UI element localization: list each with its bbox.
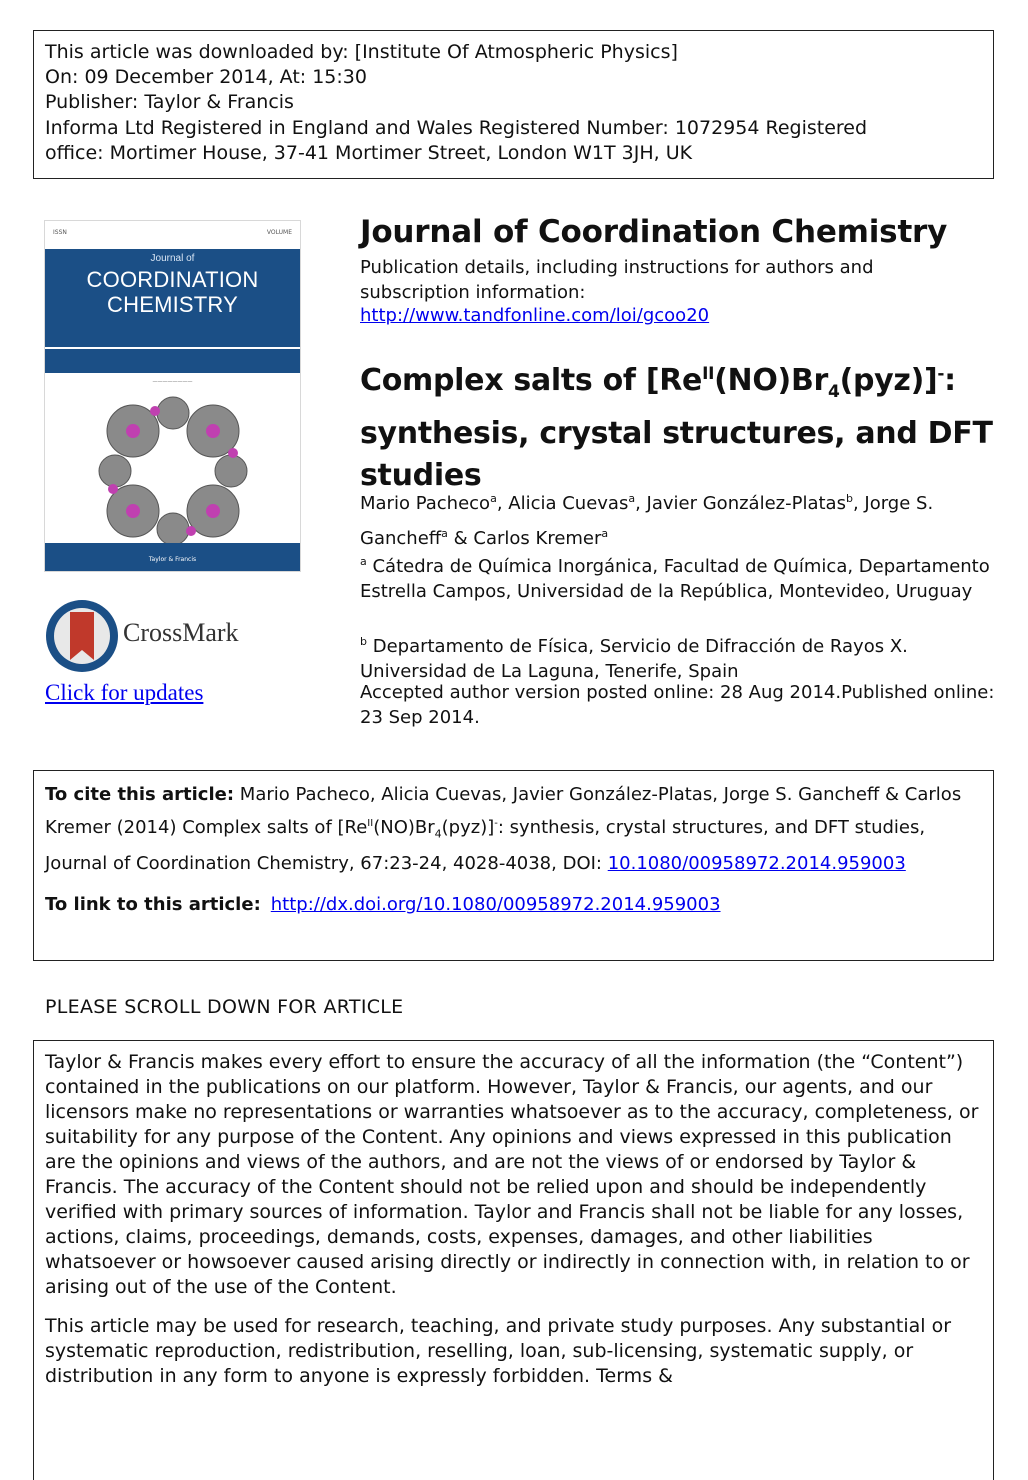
crystal-structure-graphic bbox=[45, 221, 301, 572]
article-title: Complex salts of $[Re^{II}(NO)Br_4(pyz)]^-$: synthesis, crystal structures, and DFT studies bbox=[360, 363, 993, 493]
cover-top-info: ISSN VOLUME bbox=[53, 229, 292, 236]
author-name: Carlos Kremer bbox=[473, 528, 602, 549]
author-name: Alicia Cuevas bbox=[508, 493, 629, 514]
cite-label: To cite this article: bbox=[45, 784, 235, 805]
doi-link[interactable]: 10.1080/00958972.2014.959003 bbox=[607, 852, 906, 874]
crossmark-icon bbox=[44, 598, 120, 674]
download-info-box bbox=[33, 30, 994, 179]
disclaimer-paragraph-2: This article may be used for research, teaching, and private study purposes. Any substantial or systematic reproduction, redistribution, reselling, loan, sub-licensing, systematic supply, or distribution in any form to anyone is expressly forbidden. Terms & bbox=[45, 1315, 952, 1387]
scroll-down-notice: PLEASE SCROLL DOWN FOR ARTICLE bbox=[45, 996, 404, 1018]
publication-dates: Accepted author version posted online: 28 Aug 2014.Published online: 23 Sep 2014. bbox=[360, 682, 995, 728]
author-separator: , bbox=[852, 493, 865, 514]
download-line-2: On: 09 December 2014, At: 15:30 bbox=[45, 66, 367, 89]
author-affiliation-mark: a bbox=[490, 492, 497, 505]
author-name: Javier González-Platas bbox=[646, 493, 846, 514]
download-line-4: Informa Ltd Registered in England and Wales Registered Number: 1072954 Registered bbox=[45, 116, 868, 139]
author-affiliation-mark: a bbox=[601, 527, 609, 540]
author-separator: & bbox=[447, 528, 474, 549]
author-name: Jorge S. Gancheff bbox=[360, 493, 934, 549]
download-line-1: This article was downloaded by: [Institute Of Atmospheric Physics] bbox=[45, 41, 678, 63]
crossmark-badge[interactable] bbox=[44, 598, 274, 674]
publication-details: Publication details, including instructions for authors and subscription information: bbox=[360, 257, 874, 303]
journal-title: Journal of Coordination Chemistry bbox=[360, 214, 948, 250]
download-line-3: Publisher: Taylor & Francis bbox=[45, 91, 294, 114]
author-separator: , bbox=[635, 493, 647, 514]
author-name: Mario Pacheco bbox=[360, 493, 491, 514]
affiliation-b: $^b$ Departamento de Física, Servicio de Difracción de Rayos X. Universidad de La Laguna, Tenerife, Spain bbox=[360, 635, 908, 682]
affiliation-a: $^a$ Cátedra de Química Inorgánica, Facultad de Química, Departamento Estrella Campos, Universidad de la República, Montevideo, Uruguay bbox=[360, 555, 990, 602]
citation-box bbox=[33, 770, 994, 961]
author-affiliation-mark: a bbox=[628, 492, 636, 505]
cover-journal-of: Journal of bbox=[150, 253, 195, 264]
author-separator: , bbox=[496, 493, 509, 514]
click-for-updates-link[interactable]: Click for updates bbox=[45, 680, 204, 705]
link-label: To link to this article: bbox=[45, 893, 261, 915]
cover-title-line-2: CHEMISTRY bbox=[107, 292, 238, 317]
crossmark-label: CrossMark bbox=[123, 618, 239, 647]
author-affiliation-mark: b bbox=[845, 492, 853, 505]
disclaimer-paragraph-1: Taylor & Francis makes every effort to ensure the accuracy of all the information (the “Content”) contained in the publications on our platform. However, Taylor & Francis, our agents, and our licensors make no representations or warranties whatsoever as to the accuracy, completeness, or suitability for any purpose of the Content. Any opinions and views expressed in this publication are the opinions and views of the authors, and are not the views of or endorsed by Taylor & Francis. The accuracy of the Content should not be relied upon and should be independently verified with primary sources of information. Taylor and Francis shall not be liable for any losses, actions, claims, proceedings, demands, costs, expenses, damages, and other liabilities whatsoever or howsoever caused arising directly or indirectly in connection with, in relation to or arising out of the use of the Content. bbox=[45, 1051, 979, 1298]
link-row bbox=[45, 890, 982, 919]
cover-title-line-1: COORDINATION bbox=[86, 267, 259, 292]
article-link[interactable]: http://dx.doi.org/10.1080/00958972.2014.959003 bbox=[270, 893, 721, 915]
citation-text: To cite this article: Mario Pacheco, Alicia Cuevas, Javier González-Platas, Jorge S. Gancheff & Carlos Kremer (2014) Complex salts of $[Re^{II}(NO)Br_4(pyz)]^-$: synthesis, crystal structures, and DFT studies, Journal of Coordination Chemistry, 67:23-24, 4028-4038, DOI: 10.1080/00958972.2014.959003 bbox=[45, 784, 962, 874]
cover-editor-line: ———————— bbox=[152, 379, 193, 385]
author-affiliation-mark: a bbox=[441, 527, 448, 540]
cover-publisher: Taylor & Francis bbox=[148, 556, 197, 563]
journal-url-link[interactable]: http://www.tandfonline.com/loi/gcoo20 bbox=[360, 305, 710, 326]
journal-cover-image bbox=[44, 220, 301, 572]
download-line-5: office: Mortimer House, 37-41 Mortimer Street, London W1T 3JH, UK bbox=[45, 141, 693, 164]
author-list bbox=[360, 484, 1000, 554]
disclaimer-box bbox=[33, 1040, 994, 1480]
